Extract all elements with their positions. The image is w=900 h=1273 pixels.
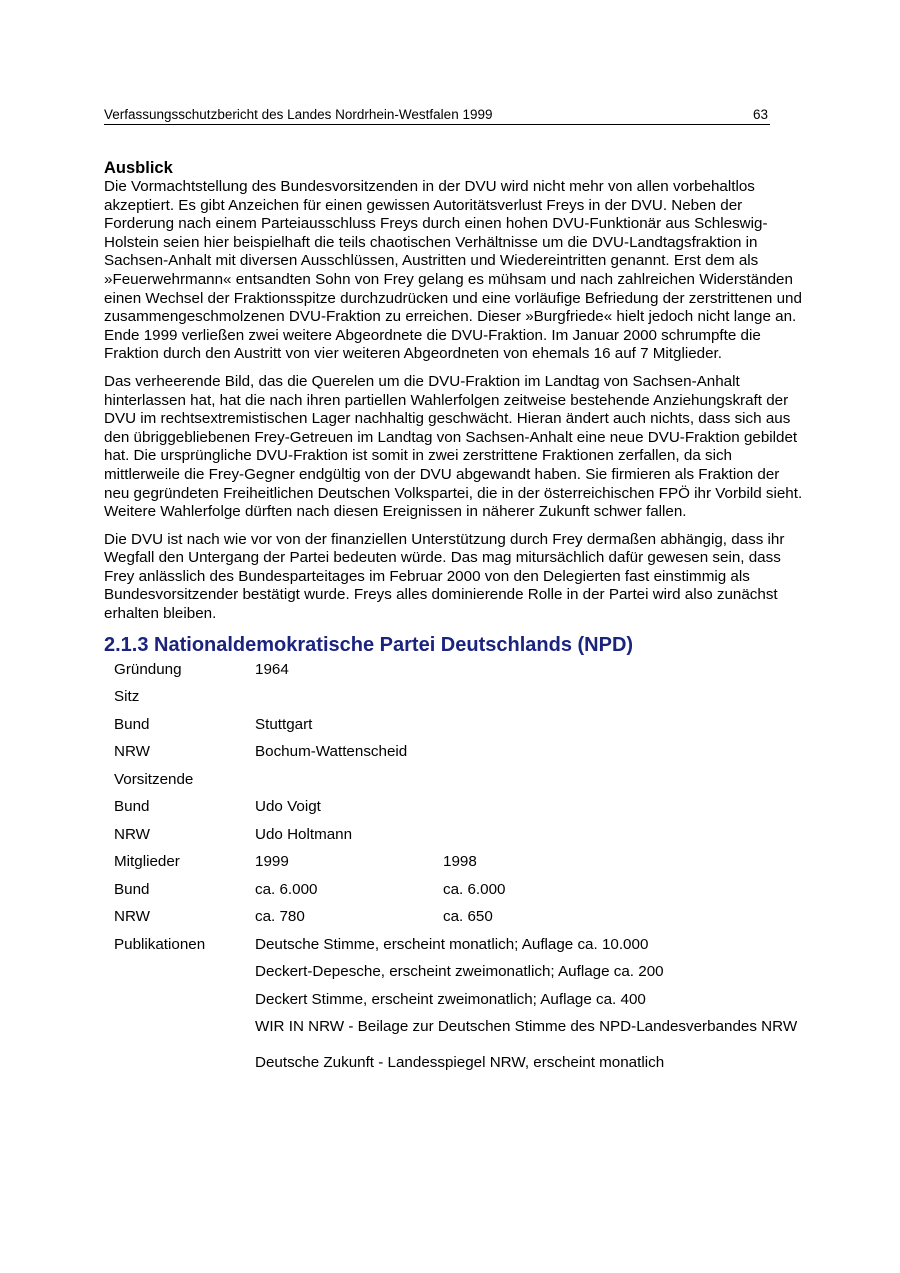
row-value: 1999 [255, 853, 289, 871]
row-value-2 [443, 798, 797, 826]
row-value-2 [443, 771, 797, 799]
table-row [114, 716, 797, 744]
publications-label: Publikationen [114, 935, 206, 953]
ausblick-heading: Ausblick [104, 159, 173, 177]
row-label: Bund [114, 880, 150, 898]
table-row [114, 963, 797, 991]
table-row [114, 1054, 797, 1082]
table-row [114, 771, 797, 799]
section-heading: 2.1.3 Nationaldemokratische Partei Deutschlands (NPD) [104, 633, 634, 656]
row-value-2: 1998 [443, 853, 477, 871]
table-row [114, 743, 797, 771]
paragraph: Das verheerende Bild, das die Querelen um die DVU-Fraktion im Landtag von Sachsen-Anhalt hinterlassen hat, hat die nach ihren partiellen Wahlerfolgen zeitweise bestehende Anziehungskraft der DVU im rechtsextremistischen Lager nachhaltig geschwächt. Hieran ändert auch nichts, dass sich aus den übriggebliebenen Frey-Getreuen im Landtag von Sachsen-Anhalt eine neue DVU-Fraktion gebildet hat. Die ursprüngliche DVU-Fraktion ist somit in zwei zerstrittene Fraktionen zerfallen, da sich mittlerweile die Frey-Gegner endgültig von der DVU abgewandt haben. Sie firmieren als Fraktion der neu gegründeten Freiheitlichen Deutschen Volkspartei, die in der österreichischen FPÖ ihr Vorbild sieht. Weitere Wahlerfolge dürften nach diesen Ereignissen in näherer Zukunft schwer fallen. [104, 372, 803, 521]
paragraph: Die Vormachtstellung des Bundesvorsitzenden in der DVU wird nicht mehr von allen vorbehaltlos akzeptiert. Es gibt Anzeichen für einen gewissen Autoritätsverlust Freys in der DVU. Neben der Forderung nach einem Parteiausschluss Freys durch einen hohen DVU-Funktionär aus Schleswig-Holstein seien hier beispielhaft die teils chaotischen Verhältnisse um die DVU-Landtagsfraktion in Sachsen-Anhalt mit diversen Ausschlüssen, Austritten und Wiedereintritten genannt. Erst dem als »Feuerwehrmann« entsandten Sohn von Frey gelang es mühsam und nach zahlreichen Widerständen einen Wechsel der Fraktionsspitze durchzudrücken und eine vorläufige Befriedung der zerstrittenen und zusammengeschmolzenen DVU-Fraktion zu erreichen. Dieser »Burgfriede« hielt jedoch nicht lange an. Ende 1999 verließen zwei weitere Abgeordnete die DVU-Fraktion. Im Januar 2000 schrumpfte die Fraktion durch den Austritt von vier weiteren Abgeordneten von ehemals 16 auf 7 Mitglieder. [104, 178, 802, 363]
row-value: ca. 780 [255, 908, 305, 926]
table-row [114, 1018, 797, 1054]
row-label: Vorsitzende [114, 770, 194, 788]
page-header [104, 106, 770, 125]
row-label: Bund [114, 798, 150, 816]
table-row [114, 908, 797, 936]
row-value-2 [443, 716, 797, 744]
table-row [114, 688, 797, 716]
paragraph: Die DVU ist nach wie vor von der finanziellen Unterstützung durch Frey dermaßen abhängig, dass ihr Wegfall den Untergang der Partei bedeuten würde. Das mag mitursächlich dafür gewesen sein, dass Frey anlässlich des Bundesparteitages im Februar 2000 von den Delegierten fast einstimmig als Bundesvorsitzender bestätigt wurde. Freys alles dominierende Rolle in der Partei wird also zunächst erhalten bleiben. [104, 530, 785, 623]
publication-item: Deutsche Zukunft - Landesspiegel NRW, erscheint monatlich [255, 1053, 665, 1071]
header-title: Verfassungsschutzbericht des Landes Nordrhein-Westfalen 1999 [104, 107, 493, 122]
row-value: Udo Voigt [255, 798, 321, 816]
table-row [114, 853, 797, 881]
row-label: NRW [114, 825, 150, 843]
publication-item: Deckert Stimme, erscheint zweimonatlich; Auflage ca. 400 [255, 990, 646, 1008]
table-row [114, 936, 797, 964]
page-number: 63 [752, 107, 768, 122]
table-row [114, 826, 797, 854]
row-value-2: ca. 650 [443, 908, 493, 926]
row-value: 1964 [255, 660, 289, 678]
row-value-2: ca. 6.000 [443, 880, 506, 898]
row-value [255, 688, 443, 716]
table-row [114, 798, 797, 826]
row-label: NRW [114, 743, 150, 761]
row-label: Sitz [114, 688, 140, 706]
row-value: ca. 6.000 [255, 880, 318, 898]
row-value [255, 771, 443, 799]
facts-table [114, 661, 797, 1082]
row-value: Stuttgart [255, 715, 313, 733]
row-label: Mitglieder [114, 853, 180, 871]
row-value-2 [443, 743, 797, 771]
publication-item: Deckert-Depesche, erscheint zweimonatlich; Auflage ca. 200 [255, 963, 664, 981]
table-row [114, 881, 797, 909]
publication-item: WIR IN NRW - Beilage zur Deutschen Stimme des NPD-Landesverbandes NRW [255, 1018, 798, 1036]
table-row [114, 991, 797, 1019]
row-label: NRW [114, 908, 150, 926]
table-row [114, 661, 797, 689]
row-value: Udo Holtmann [255, 825, 353, 843]
row-label: Gründung [114, 660, 182, 678]
row-value-2 [443, 826, 797, 854]
page-content [104, 158, 804, 1081]
row-value-2 [443, 688, 797, 716]
publication-item: Deutsche Stimme, erscheint monatlich; Auflage ca. 10.000 [255, 935, 649, 953]
row-value: Bochum-Wattenscheid [255, 743, 408, 761]
row-label: Bund [114, 715, 150, 733]
row-value-2 [443, 661, 797, 689]
